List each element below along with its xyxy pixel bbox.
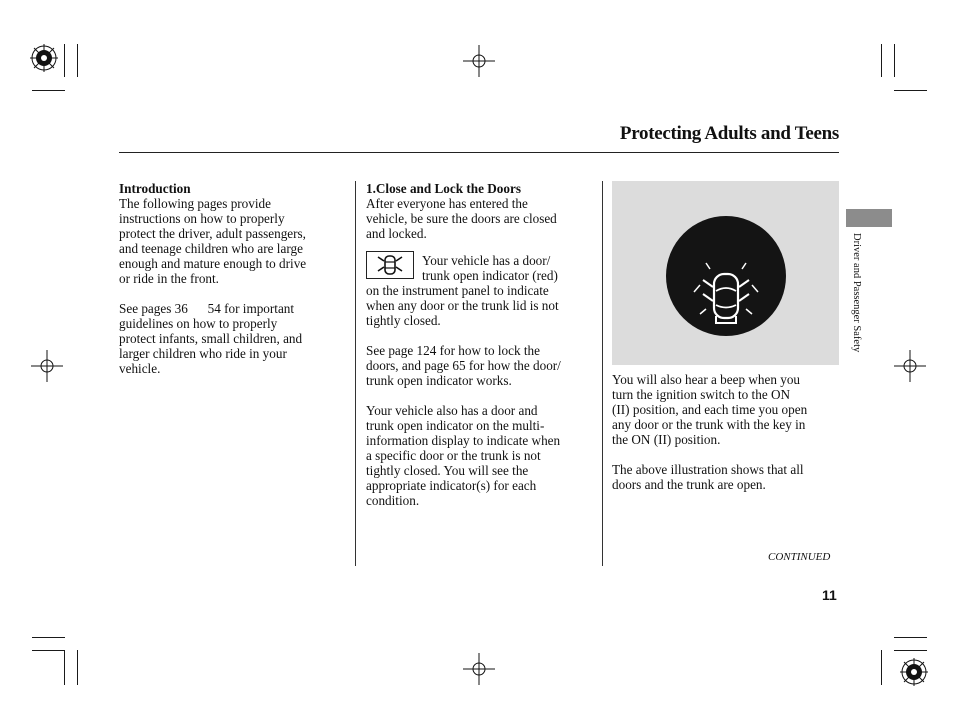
column-doors [366, 181, 596, 508]
crop-mark-icon [64, 650, 65, 685]
crop-mark-icon [881, 650, 882, 685]
section-heading: 1.Close and Lock the Doors [366, 181, 521, 196]
side-tab-label: Driver and Passenger Safety [851, 233, 862, 353]
text-line: (II) position, and each time you open [612, 402, 808, 417]
text-line: and locked. [366, 226, 427, 241]
paragraph [366, 403, 596, 508]
continued-label: CONTINUED [768, 551, 831, 563]
text-line: the ON (II) position. [612, 432, 721, 447]
text-line: trunk open indicator on the multi- [366, 418, 545, 433]
column-divider [602, 181, 603, 566]
text-line: vehicle, be sure the doors are closed [366, 211, 557, 226]
text-line: See pages 36 54 for important [119, 301, 295, 316]
text-line: appropriate indicator(s) for each [366, 478, 537, 493]
text-line: larger children who ride in your [119, 346, 287, 361]
text-line: and teenage children who are large [119, 241, 303, 256]
section-tab [846, 209, 892, 227]
text-line: After everyone has entered the [366, 196, 528, 211]
registration-mark-icon [900, 658, 928, 686]
registration-mark-icon [31, 350, 63, 382]
crop-mark-icon [894, 650, 927, 651]
paragraph [366, 196, 596, 241]
paragraph [612, 372, 844, 447]
text-line: guidelines on how to properly [119, 316, 278, 331]
crop-mark-icon [881, 44, 882, 77]
crop-mark-icon [77, 650, 78, 685]
text-line: information display to indicate when [366, 433, 561, 448]
column-beep [612, 372, 844, 492]
section-heading: Introduction [119, 181, 191, 196]
text-line: tightly closed. [366, 313, 441, 328]
page-title: Protecting Adults and Teens [619, 123, 839, 144]
text-line: when any door or the trunk lid is not [366, 298, 559, 313]
text-line: turn the ignition switch to the ON [612, 387, 791, 402]
text-line: vehicle. [119, 361, 161, 376]
text-line: enough and mature enough to drive [119, 256, 307, 271]
text-line: You will also hear a beep when you [612, 372, 801, 387]
text-line: protect the driver, adult passengers, [119, 226, 306, 241]
crop-mark-icon [894, 637, 927, 638]
crop-mark-icon [77, 44, 78, 77]
text-line: doors and the trunk are open. [612, 477, 766, 492]
crop-mark-icon [32, 637, 65, 638]
text-line: or ride in the front. [119, 271, 219, 286]
text-line: condition. [366, 493, 420, 508]
text-line: tightly closed. You will see the [366, 463, 529, 478]
text-line: any door or the trunk with the key in [612, 417, 806, 432]
registration-mark-icon [30, 44, 58, 72]
text-line: See page 124 for how to lock the [366, 343, 540, 358]
paragraph [366, 343, 596, 388]
text-line: Your vehicle also has a door and [366, 403, 538, 418]
text-line: instructions on how to properly [119, 211, 285, 226]
crop-mark-icon [64, 44, 65, 77]
text-line: trunk open indicator (red) [422, 268, 558, 283]
registration-mark-icon [463, 45, 495, 77]
text-line: on the instrument panel to indicate [366, 283, 549, 298]
crop-mark-icon [894, 44, 895, 77]
text-line: Your vehicle has a door/ [422, 253, 551, 268]
display-illustration [612, 181, 839, 365]
multi-information-display-car-icon [612, 181, 839, 365]
page-number: 11 [822, 587, 837, 603]
column-introduction [119, 181, 349, 376]
text-line: trunk open indicator works. [366, 373, 512, 388]
crop-mark-icon [32, 90, 65, 91]
text-line: a specific door or the trunk is not [366, 448, 541, 463]
column-divider [355, 181, 356, 566]
door-trunk-open-indicator-icon [366, 251, 414, 279]
text-line: doors, and page 65 for how the door/ [366, 358, 561, 373]
paragraph [366, 283, 596, 328]
paragraph [119, 196, 349, 286]
crop-mark-icon [32, 650, 65, 651]
text-line: The above illustration shows that all [612, 462, 804, 477]
registration-mark-icon [894, 350, 926, 382]
crop-mark-icon [894, 90, 927, 91]
paragraph [612, 462, 844, 492]
registration-mark-icon [463, 653, 495, 685]
header-rule [119, 152, 839, 153]
text-line: protect infants, small children, and [119, 331, 303, 346]
text-line: The following pages provide [119, 196, 271, 211]
indicator-paragraph [366, 248, 596, 283]
paragraph [119, 301, 349, 376]
